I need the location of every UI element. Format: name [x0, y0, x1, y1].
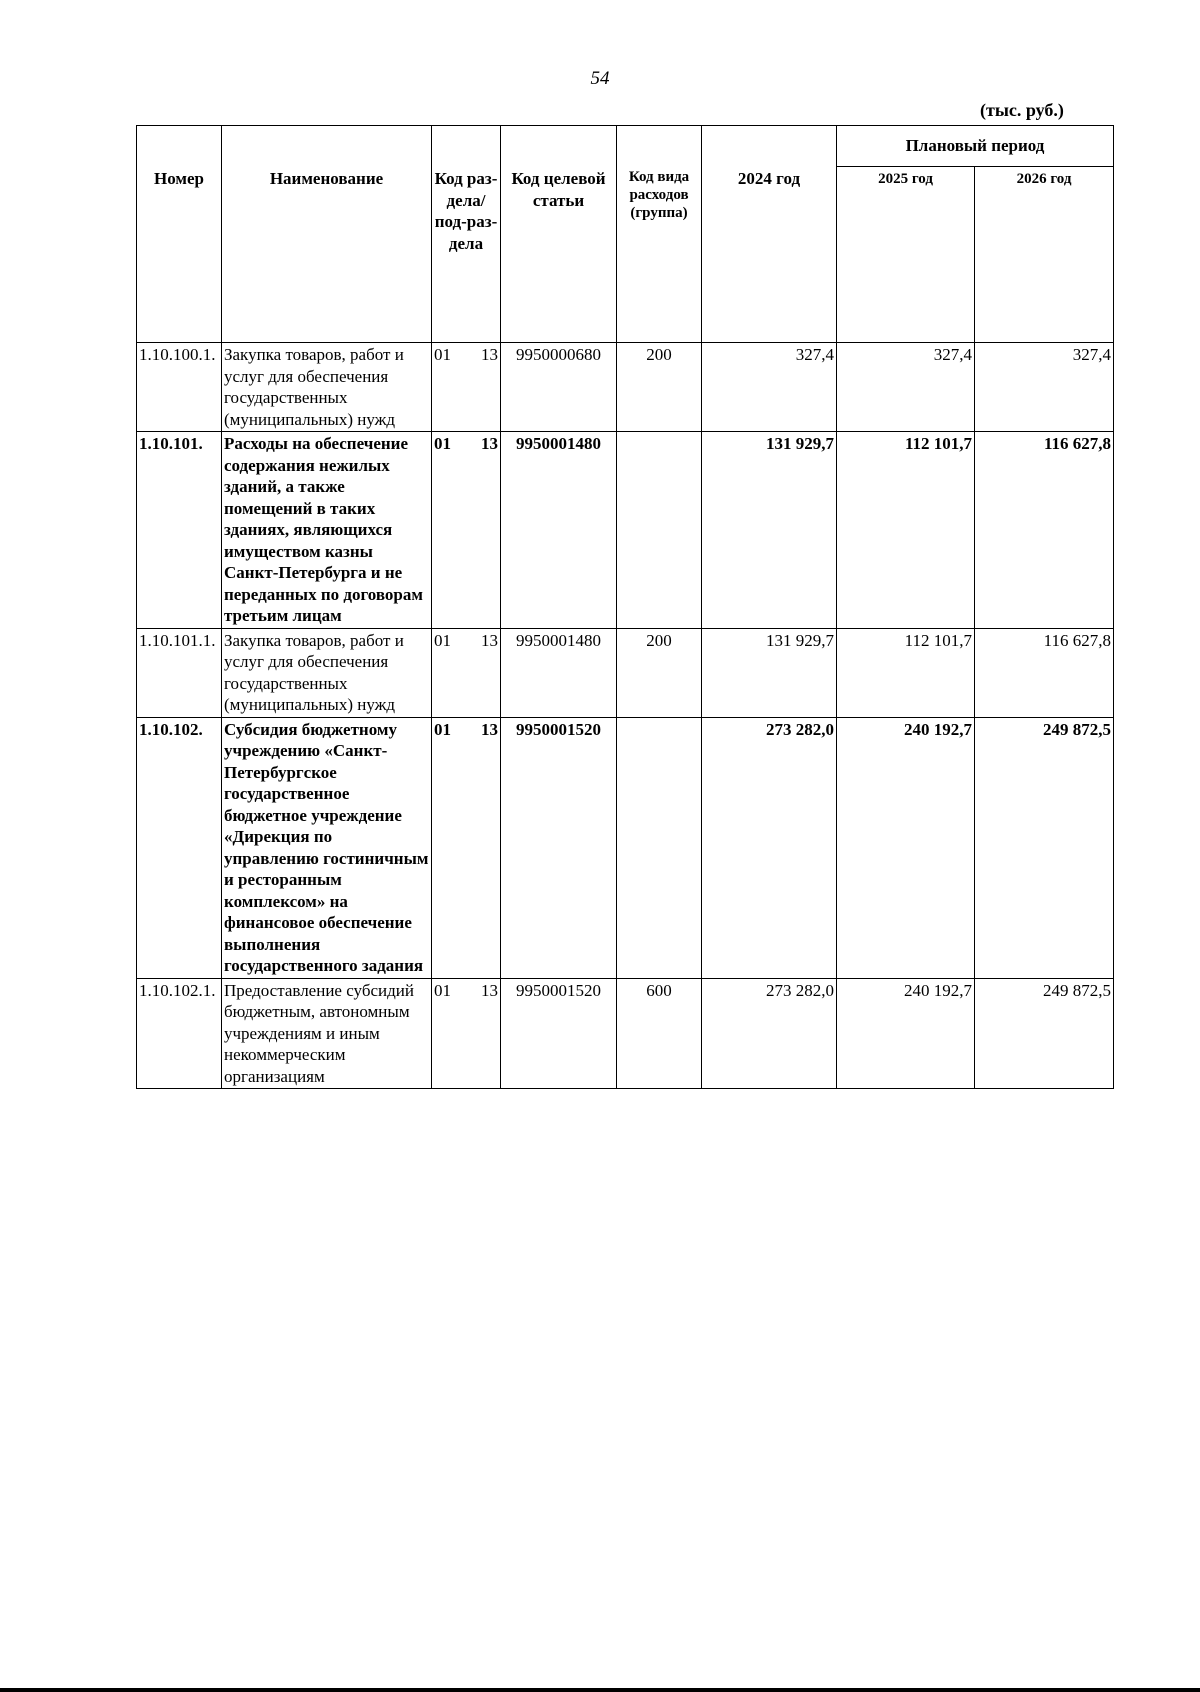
row-expense-type — [617, 432, 702, 629]
row-target-code: 9950001480 — [501, 432, 617, 629]
row-value-2024: 327,4 — [702, 343, 837, 432]
row-value-2024: 131 929,7 — [702, 432, 837, 629]
subsection-code: 13 — [481, 345, 498, 364]
row-number: 1.10.101.1. — [137, 628, 222, 717]
row-value-2025: 240 192,7 — [837, 717, 975, 978]
row-value-2026: 249 872,5 — [975, 978, 1114, 1089]
row-target-code: 9950001520 — [501, 717, 617, 978]
header-number: Номер — [137, 126, 222, 343]
row-target-code: 9950000680 — [501, 343, 617, 432]
section-code: 01 — [434, 345, 451, 364]
header-year-2026: 2026 год — [975, 167, 1114, 343]
row-name: Предоставление субсидий бюджетным, автономным учреждениям и иным некоммерческим организациям — [222, 978, 432, 1089]
row-name: Закупка товаров, работ и услуг для обеспечения государственных (муниципальных) нужд — [222, 343, 432, 432]
row-expense-type: 600 — [617, 978, 702, 1089]
subsection-code: 13 — [481, 434, 498, 453]
header-section: Код раз-дела/ под-раз-дела — [432, 126, 501, 343]
budget-table — [136, 125, 1114, 1089]
row-value-2025: 327,4 — [837, 343, 975, 432]
row-expense-type: 200 — [617, 343, 702, 432]
row-number: 1.10.100.1. — [137, 343, 222, 432]
header-target: Код целевой статьи — [501, 126, 617, 343]
table-row — [137, 628, 1114, 717]
row-value-2026: 116 627,8 — [975, 628, 1114, 717]
header-expense-type: Код вида расходов (группа) — [617, 126, 702, 343]
table-row — [137, 343, 1114, 432]
row-value-2024: 273 282,0 — [702, 978, 837, 1089]
header-plan-period: Плановый период — [837, 126, 1114, 167]
subsection-code: 13 — [481, 630, 498, 650]
subsection-code: 13 — [481, 719, 498, 739]
row-name: Закупка товаров, работ и услуг для обеспечения государственных (муниципальных) нужд — [222, 628, 432, 717]
row-target-code: 9950001520 — [501, 978, 617, 1089]
header-name: Наименование — [222, 126, 432, 343]
row-target-code: 9950001480 — [501, 628, 617, 717]
table-row — [137, 978, 1114, 1089]
row-value-2025: 112 101,7 — [837, 628, 975, 717]
row-section-code — [432, 717, 501, 978]
section-code: 01 — [434, 434, 451, 453]
row-number: 1.10.102. — [137, 717, 222, 978]
row-value-2024: 131 929,7 — [702, 628, 837, 717]
row-value-2025: 240 192,7 — [837, 978, 975, 1089]
units-label: (тыс. руб.) — [980, 100, 1064, 120]
row-value-2024: 273 282,0 — [702, 717, 837, 978]
row-value-2026: 116 627,8 — [975, 432, 1114, 629]
table-row — [137, 717, 1114, 978]
row-expense-type — [617, 717, 702, 978]
subsection-code: 13 — [481, 980, 498, 1000]
row-section-code — [432, 978, 501, 1089]
row-section-code — [432, 628, 501, 717]
row-number: 1.10.102.1. — [137, 978, 222, 1089]
page-number: 54 — [590, 68, 610, 89]
row-expense-type: 200 — [617, 628, 702, 717]
row-section-code — [432, 343, 501, 432]
section-code: 01 — [434, 719, 451, 739]
section-code: 01 — [434, 980, 451, 1000]
header-year-2024: 2024 год — [702, 126, 837, 343]
row-section-code — [432, 432, 501, 629]
row-name: Расходы на обеспечение содержания нежилых зданий, а также помещений в таких зданиях, являющихся имуществом казны Санкт-Петербурга и не переданных по договорам третьим лицам — [222, 432, 432, 629]
row-number: 1.10.101. — [137, 432, 222, 629]
row-value-2025: 112 101,7 — [837, 432, 975, 629]
row-value-2026: 327,4 — [975, 343, 1114, 432]
bottom-border-rule — [0, 1688, 1200, 1692]
row-value-2026: 249 872,5 — [975, 717, 1114, 978]
section-code: 01 — [434, 630, 451, 650]
row-name: Субсидия бюджетному учреждению «Санкт-Петербургское государственное бюджетное учреждение «Дирекция по управлению гостиничным и ресторанным комплексом» на финансовое обеспечение выполнения государственного задания — [222, 717, 432, 978]
header-year-2025: 2025 год — [837, 167, 975, 343]
table-row — [137, 432, 1114, 629]
